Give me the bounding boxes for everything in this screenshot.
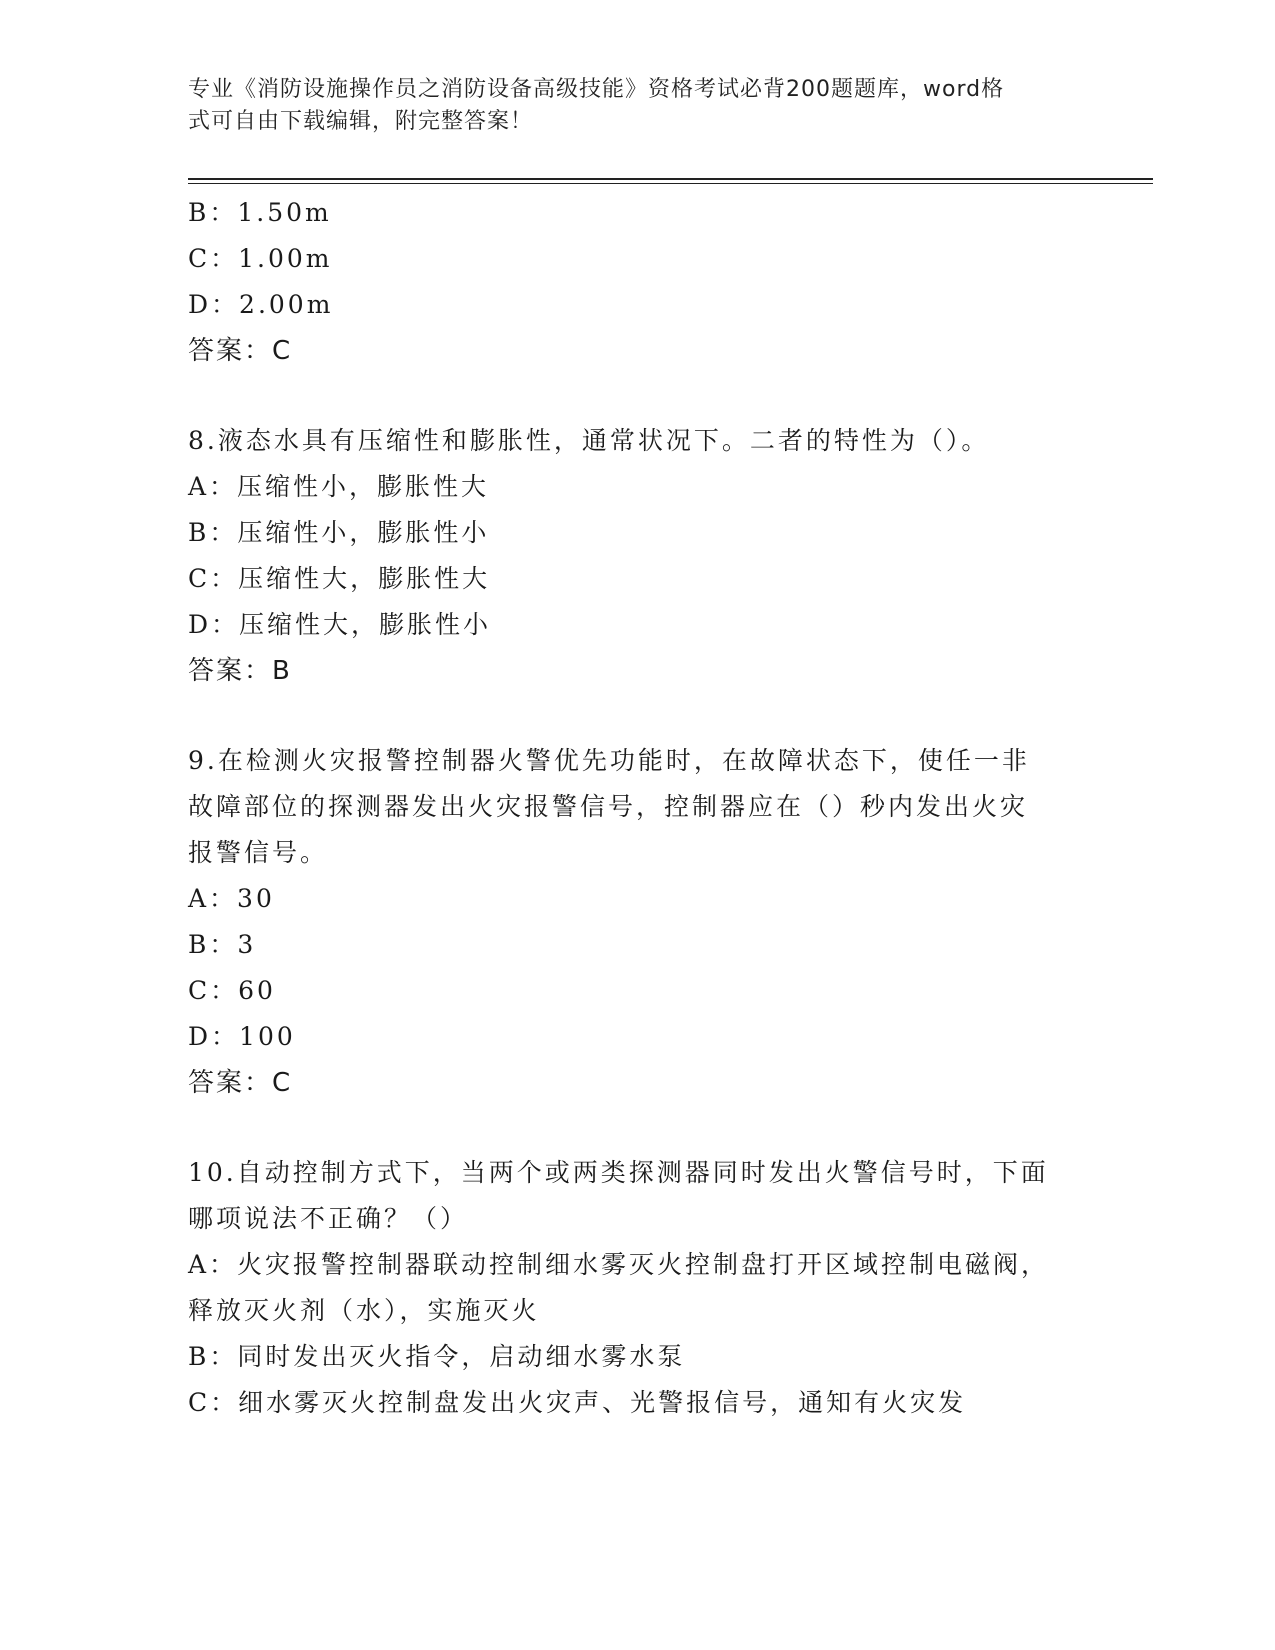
spacer bbox=[188, 1106, 1088, 1150]
header-divider-thick bbox=[188, 178, 1153, 180]
option-b: B：3 bbox=[188, 930, 257, 959]
option-d: D：压缩性大，膨胀性小 bbox=[188, 610, 492, 639]
option-a-line-1: A：火灾报警控制器联动控制细水雾灭火控制盘打开区域控制电磁阀， bbox=[188, 1250, 1050, 1279]
question-stem-line-1: 10.自动控制方式下，当两个或两类探测器同时发出火警信号时，下面 bbox=[188, 1158, 1049, 1187]
option-d: D：2.00m bbox=[188, 290, 334, 319]
option-b: B：同时发出灭火指令，启动细水雾水泵 bbox=[188, 1342, 686, 1371]
option-c: C：压缩性大，膨胀性大 bbox=[188, 564, 491, 593]
option-a: A：30 bbox=[188, 884, 275, 913]
option-a: A：压缩性小，膨胀性大 bbox=[188, 472, 490, 501]
option-b: B：1.50m bbox=[188, 198, 332, 227]
page-header bbox=[188, 74, 1088, 138]
option-b: B：压缩性小，膨胀性小 bbox=[188, 518, 490, 547]
question-stem-line-3: 报警信号。 bbox=[188, 838, 329, 867]
spacer bbox=[188, 374, 1088, 418]
question-8 bbox=[188, 418, 1088, 694]
spacer bbox=[188, 694, 1088, 738]
option-a-line-2: 释放灭火剂（水），实施灭火 bbox=[188, 1296, 540, 1325]
option-c: C：1.00m bbox=[188, 244, 333, 273]
option-c: C：60 bbox=[188, 976, 276, 1005]
question-stem-line-2: 故障部位的探测器发出火灾报警信号，控制器应在（）秒内发出火灾 bbox=[188, 792, 1029, 821]
answer-line: 答案：C bbox=[188, 1068, 293, 1098]
header-line-1: 专业《消防设施操作员之消防设备高级技能》资格考试必背200题题库，word格 bbox=[188, 77, 1005, 102]
question-7-continued bbox=[188, 190, 1088, 374]
question-stem-line-2: 哪项说法不正确？（） bbox=[188, 1204, 469, 1233]
header-divider-thin bbox=[188, 183, 1153, 184]
document-body bbox=[188, 190, 1088, 1426]
question-stem-line-1: 9.在检测火灾报警控制器火警优先功能时，在故障状态下，使任一非 bbox=[188, 746, 1030, 775]
question-stem: 8.液态水具有压缩性和膨胀性，通常状况下。二者的特性为（）。 bbox=[188, 426, 990, 455]
answer-line: 答案：C bbox=[188, 336, 293, 366]
header-line-2: 式可自由下载编辑，附完整答案！ bbox=[188, 109, 534, 134]
option-d: D：100 bbox=[188, 1022, 296, 1051]
question-10 bbox=[188, 1150, 1088, 1426]
question-9 bbox=[188, 738, 1088, 1106]
answer-line: 答案：B bbox=[188, 656, 292, 686]
option-c: C：细水雾灭火控制盘发出火灾声、光警报信号，通知有火灾发 bbox=[188, 1388, 967, 1417]
